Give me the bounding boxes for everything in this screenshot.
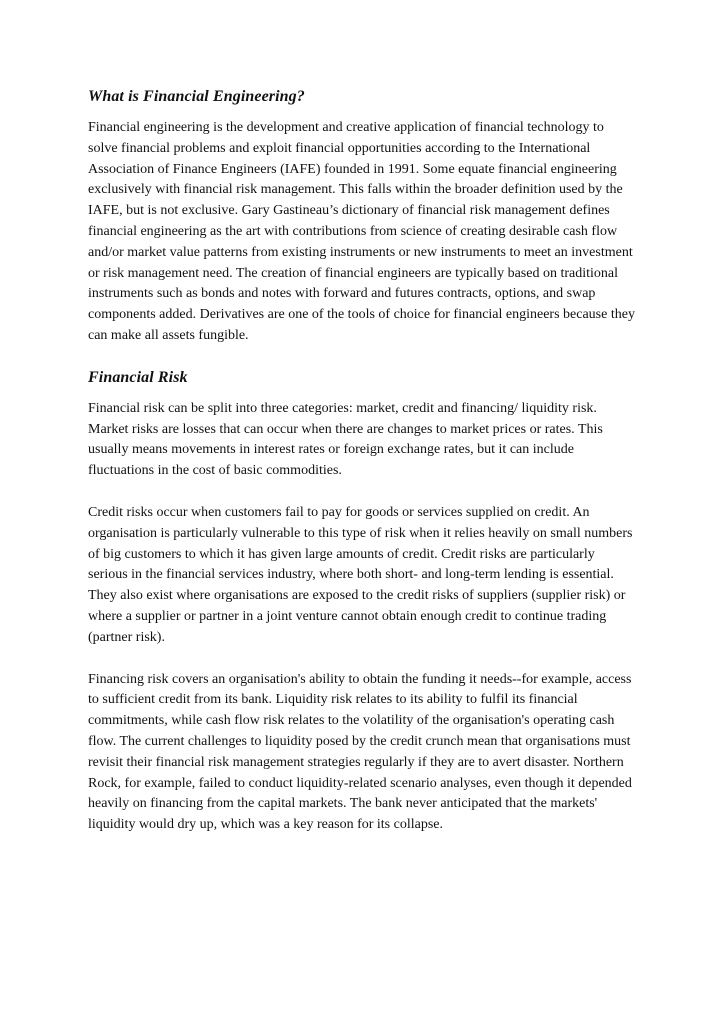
body-paragraph: Financing risk covers an organisation's ability to obtain the funding it needs--for example, access to sufficient credit from its bank. Liquidity risk relates to its ability to fulfil its financial commitments, while cash flow risk relates to the volatility of the organisation's operating cash flow. The current challenges to liquidity posed by the credit crunch mean that organisations must revisit their financial risk management strategies regularly if they are to avert disaster. Northern Rock, for example, failed to conduct liquidity-related scenario analyses, even though it depended heavily on financing from the capital markets. The bank never anticipated that the markets' liquidity would dry up, which was a key reason for its collapse. — [88, 671, 632, 833]
section-heading: What is Financial Engineering? — [88, 88, 305, 105]
body-paragraph: Financial risk can be split into three categories: market, credit and financing/ liquidity risk. Market risks are losses that can occur when there are changes to market prices or rates. This usually means movements in interest rates or foreign exchange rates, but it can include fluctuations in the cost of basic commodities. — [88, 400, 603, 479]
document-page — [88, 86, 636, 836]
section-financial-engineering — [88, 86, 636, 347]
section-heading: Financial Risk — [88, 368, 188, 386]
body-paragraph: Credit risks occur when customers fail to pay for goods or services supplied on credit. An organisation is particularly vulnerable to this type of risk when it relies heavily on small numbers of big customers to which it has given large amounts of credit. Credit risks are particularly serious in the financial services industry, where both short- and long-term lending is essential. They also exist where organisations are exposed to the credit risks of suppliers (supplier risk) or where a supplier or partner in a joint venture cannot obtain enough credit to continue trading (partner risk). — [88, 504, 633, 645]
body-paragraph: Financial engineering is the development and creative application of financial technology to solve financial problems and exploit financial opportunities according to the International Association of Finance Engineers (IAFE) founded in 1991. Some equate financial engineering exclusively with financial risk management. This falls within the broader definition used by the IAFE, but is not exclusive. Gary Gastineau’s dictionary of financial risk management defines financial engineering as the art with contributions from science of creating desirable cash flow and/or market value patterns from existing instruments or new instruments to meet an investment or risk management need. The creation of financial engineers are typically based on traditional instruments such as bonds and notes with forward and futures contracts, options, and swap components added. Derivatives are one of the tools of choice for financial engineers because they can make all assets fungible. — [88, 120, 635, 343]
section-financial-risk — [88, 367, 636, 836]
